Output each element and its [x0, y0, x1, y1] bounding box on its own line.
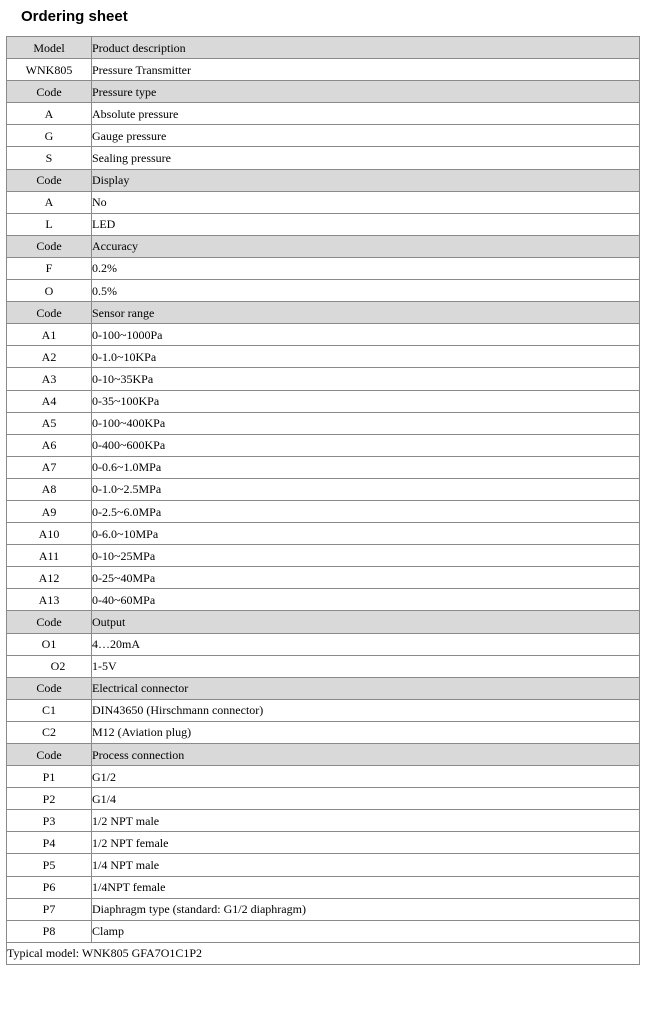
code-text: O2	[50, 659, 66, 674]
table-row	[7, 854, 640, 876]
page-title: Ordering sheet	[21, 8, 128, 25]
code-cell	[7, 567, 92, 589]
description-cell: G1/2	[92, 766, 640, 788]
section-header-row	[7, 611, 640, 633]
description-cell: 1-5V	[92, 655, 640, 677]
code-cell	[7, 390, 92, 412]
code-text: O1	[41, 637, 57, 652]
code-text: A12	[38, 570, 60, 585]
description-cell: Sensor range	[92, 302, 640, 324]
description-cell: 0-2.5~6.0MPa	[92, 500, 640, 522]
code-cell	[7, 920, 92, 942]
table-row	[7, 788, 640, 810]
section-header-row	[7, 81, 640, 103]
code-text: A9	[41, 504, 57, 519]
code-text: P5	[42, 858, 56, 873]
code-cell	[7, 788, 92, 810]
table-row	[7, 766, 640, 788]
code-text: P6	[42, 880, 56, 895]
description-cell: Absolute pressure	[92, 103, 640, 125]
description-cell: 0-1.0~10KPa	[92, 346, 640, 368]
code-text: Code	[36, 173, 62, 188]
code-cell	[7, 721, 92, 743]
code-text: Code	[36, 747, 62, 762]
section-header-row	[7, 677, 640, 699]
section-header-row	[7, 302, 640, 324]
code-cell	[7, 324, 92, 346]
code-text: Model	[33, 40, 65, 55]
code-cell	[7, 368, 92, 390]
table-row	[7, 324, 640, 346]
code-text: A7	[41, 460, 57, 475]
description-cell: Pressure Transmitter	[92, 59, 640, 81]
code-cell	[7, 280, 92, 302]
description-cell: 0-100~1000Pa	[92, 324, 640, 346]
table-row	[7, 147, 640, 169]
code-cell	[7, 478, 92, 500]
description-cell: 1/4NPT female	[92, 876, 640, 898]
table-row	[7, 368, 640, 390]
table-row	[7, 434, 640, 456]
code-cell	[7, 147, 92, 169]
code-cell	[7, 125, 92, 147]
code-text: Code	[36, 305, 62, 320]
description-cell: 0-1.0~2.5MPa	[92, 478, 640, 500]
code-cell	[7, 523, 92, 545]
description-cell: 0.5%	[92, 280, 640, 302]
code-text: P8	[42, 924, 56, 939]
code-text: A1	[41, 327, 57, 342]
code-cell	[7, 191, 92, 213]
description-cell: M12 (Aviation plug)	[92, 721, 640, 743]
section-header-row	[7, 37, 640, 59]
description-cell: Sealing pressure	[92, 147, 640, 169]
table-row	[7, 832, 640, 854]
description-cell: 4…20mA	[92, 633, 640, 655]
code-text: C2	[41, 725, 56, 740]
description-cell: 0-10~25MPa	[92, 545, 640, 567]
description-cell: Output	[92, 611, 640, 633]
code-cell	[7, 854, 92, 876]
description-cell: Diaphragm type (standard: G1/2 diaphragm)	[92, 898, 640, 920]
description-cell: 0.2%	[92, 257, 640, 279]
code-cell	[7, 633, 92, 655]
table-row	[7, 633, 640, 655]
description-cell: Accuracy	[92, 235, 640, 257]
description-cell: LED	[92, 213, 640, 235]
code-cell	[7, 545, 92, 567]
table-row	[7, 876, 640, 898]
code-text: A11	[38, 548, 60, 563]
code-cell	[7, 213, 92, 235]
table-row	[7, 346, 640, 368]
table-row	[7, 257, 640, 279]
code-cell	[7, 235, 92, 257]
table-row	[7, 567, 640, 589]
code-cell	[7, 169, 92, 191]
description-cell: Display	[92, 169, 640, 191]
table-row	[7, 191, 640, 213]
code-text: C1	[41, 703, 56, 718]
description-cell: 0-0.6~1.0MPa	[92, 456, 640, 478]
code-cell	[7, 346, 92, 368]
description-cell: DIN43650 (Hirschmann connector)	[92, 699, 640, 721]
typical-model-row	[7, 942, 640, 964]
description-cell: 0-40~60MPa	[92, 589, 640, 611]
code-cell	[7, 898, 92, 920]
code-text: A8	[41, 482, 57, 497]
table-row	[7, 810, 640, 832]
description-cell: G1/4	[92, 788, 640, 810]
section-header-row	[7, 169, 640, 191]
code-text: F	[45, 261, 53, 276]
table-row	[7, 103, 640, 125]
description-cell: Process connection	[92, 744, 640, 766]
code-text: Code	[36, 681, 62, 696]
code-text: P7	[42, 902, 56, 917]
description-cell: 0-25~40MPa	[92, 567, 640, 589]
table-row	[7, 589, 640, 611]
code-cell	[7, 302, 92, 324]
code-text: A	[44, 195, 54, 210]
code-cell	[7, 434, 92, 456]
code-cell	[7, 456, 92, 478]
table-row	[7, 699, 640, 721]
table-row	[7, 898, 640, 920]
code-cell	[7, 699, 92, 721]
section-header-row	[7, 744, 640, 766]
code-text: WNK805	[25, 62, 73, 77]
description-cell: 0-400~600KPa	[92, 434, 640, 456]
code-text: S	[45, 151, 53, 166]
description-cell: Clamp	[92, 920, 640, 942]
description-cell: 0-10~35KPa	[92, 368, 640, 390]
description-cell: Electrical connector	[92, 677, 640, 699]
code-cell	[7, 412, 92, 434]
table-row	[7, 125, 640, 147]
code-text: A6	[41, 438, 57, 453]
table-row	[7, 478, 640, 500]
code-text: A5	[41, 416, 57, 431]
table-row	[7, 412, 640, 434]
code-text: Code	[36, 239, 62, 254]
table-row	[7, 280, 640, 302]
code-cell	[7, 832, 92, 854]
code-text: O	[44, 283, 54, 298]
description-cell: 0-6.0~10MPa	[92, 523, 640, 545]
code-text: P4	[42, 835, 56, 850]
table-row	[7, 59, 640, 81]
description-cell: No	[92, 191, 640, 213]
code-cell	[7, 766, 92, 788]
code-text: P2	[42, 791, 56, 806]
table-row	[7, 655, 640, 677]
code-text: L	[45, 217, 53, 232]
table-row	[7, 920, 640, 942]
code-cell	[7, 257, 92, 279]
description-cell: Gauge pressure	[92, 125, 640, 147]
table-row	[7, 213, 640, 235]
table-row	[7, 523, 640, 545]
table-row	[7, 545, 640, 567]
description-cell: Product description	[92, 37, 640, 59]
code-text: A4	[41, 394, 57, 409]
description-cell: 1/2 NPT female	[92, 832, 640, 854]
code-cell	[7, 37, 92, 59]
code-cell	[7, 677, 92, 699]
code-text: A	[44, 106, 54, 121]
code-cell	[7, 500, 92, 522]
table-row	[7, 456, 640, 478]
description-cell: Pressure type	[92, 81, 640, 103]
table-row	[7, 390, 640, 412]
code-text: A10	[38, 526, 60, 541]
code-text: Code	[36, 84, 62, 99]
code-text: G	[44, 128, 54, 143]
typical-model-text: Typical model: WNK805 GFA7O1C1P2	[7, 942, 640, 964]
ordering-table	[6, 36, 640, 965]
code-cell	[7, 810, 92, 832]
code-text: A3	[41, 371, 57, 386]
code-cell	[7, 655, 92, 677]
description-cell: 1/2 NPT male	[92, 810, 640, 832]
code-cell	[7, 611, 92, 633]
code-cell	[7, 744, 92, 766]
code-text: A13	[38, 592, 60, 607]
code-cell	[7, 81, 92, 103]
code-text: Code	[36, 614, 62, 629]
ordering-table-body	[7, 37, 640, 965]
code-text: A2	[41, 349, 57, 364]
code-text: P1	[42, 769, 56, 784]
description-cell: 0-35~100KPa	[92, 390, 640, 412]
code-cell	[7, 589, 92, 611]
table-row	[7, 721, 640, 743]
table-row	[7, 500, 640, 522]
code-cell	[7, 103, 92, 125]
section-header-row	[7, 235, 640, 257]
code-cell	[7, 876, 92, 898]
description-cell: 1/4 NPT male	[92, 854, 640, 876]
code-cell	[7, 59, 92, 81]
description-cell: 0-100~400KPa	[92, 412, 640, 434]
code-text: P3	[42, 813, 56, 828]
